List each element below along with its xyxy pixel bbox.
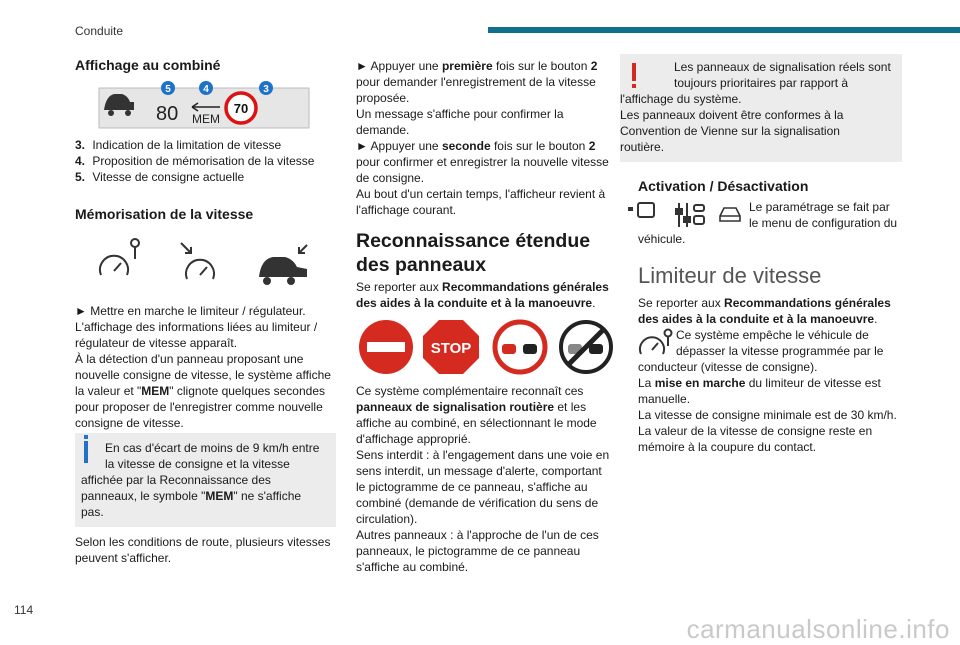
stop-sign-icon <box>423 320 479 374</box>
heading-reconnaissance: Reconnaissance étendue des panneaux <box>356 230 591 276</box>
limiteur-paragraph: conducteur (vitesse de consigne). La mise en marche du limiteur de vitesse est manuelle. La vitesse de consigne minimale est de 30 km/h. La valeur de la vitesse de consigne reste en mémoire à la coupure du contact. <box>638 360 897 454</box>
list-item: 3. Indication de la limitation de vitesse <box>75 138 282 152</box>
cluster-display-figure <box>98 80 310 130</box>
speed-value: 80 <box>156 103 179 125</box>
speed-limiter-icon <box>638 328 674 358</box>
legend-list <box>75 137 314 185</box>
list-item: 4. Proposition de mémorisation de la vitesse <box>75 154 315 168</box>
activation-text: Le paramétrage se fait par le menu de configuration du <box>749 200 898 230</box>
heading-memorisation: Mémorisation de la vitesse <box>75 206 254 222</box>
heading-activation: Activation / Désactivation <box>638 178 809 194</box>
svg-text:STOP: STOP <box>430 340 472 357</box>
svg-text:4: 4 <box>203 84 209 95</box>
speeds-paragraph: Selon les conditions de route, plusieurs vitesses peuvent s'afficher. <box>75 535 331 565</box>
road-signs-figure <box>358 318 618 376</box>
car-icon <box>720 208 740 221</box>
warning-icon <box>632 63 636 81</box>
info-note: En cas d'écart de moins de 9 km/h entre la vitesse de consigne et la vitesse affichée par la Reconnaissance des panneaux, le symbole "MEM" ne s'affiche pas. <box>75 433 336 527</box>
settings-sliders-icon <box>676 203 704 227</box>
end-no-overtaking-sign-icon <box>561 322 611 372</box>
button-paragraph: ► Appuyer une première fois sur le bouton 2 pour demander l'enregistrement de la vitesse proposée. Un message s'affiche pour confirmer la demande. ► Appuyer une seconde fois sur le bouton 2 pour confirmer et enregistrer la nouvelle vitesse de consigne. Au bout d'un certain temps, l'afficheur revient à l'affichage courant. <box>356 59 609 217</box>
list-item: 5. Vitesse de consigne actuelle <box>75 170 245 184</box>
activation-text-end: véhicule. <box>638 232 686 246</box>
header-section: Conduite <box>75 24 124 38</box>
header-accent-bar <box>488 27 960 33</box>
memo-paragraph: ► Mettre en marche le limiteur / régulateur. L'affichage des informations liées au limiteur / régulateur de vitesse apparaît. À la détection d'un panneau proposant une nouvelle consigne de vitesse, le système affiche la valeur et "MEM" clignote quelques secondes pour proposer de l'enregistrer comme nouvelle consigne de vitesse. <box>75 304 331 430</box>
heading-limiteur: Limiteur de vitesse <box>638 263 822 288</box>
no-entry-sign-icon <box>359 320 413 374</box>
limiteur-desc: Ce système empêche le véhicule de dépasser la vitesse programmée par le <box>676 328 884 358</box>
warning-note: Les panneaux de signalisation réels sont toujours prioritaires par rapport à l'affichage du système. Les panneaux doivent être conformes à la Convention de Vienne sur la signalisation routière. <box>620 54 902 162</box>
svg-text:70: 70 <box>233 101 249 116</box>
watermark: carmanualsonline.info <box>686 614 950 644</box>
mem-label: MEM <box>192 112 220 126</box>
memorisation-icons <box>95 237 325 293</box>
page-number: 114 <box>14 603 34 617</box>
speedometer-arrow-icon <box>181 243 214 279</box>
car-speedometer-icon <box>259 245 307 285</box>
heading-affichage: Affichage au combiné <box>75 57 221 73</box>
limiteur-reference: Se reporter aux Recommandations générales des aides à la conduite et à la manoeuvre. <box>638 296 891 326</box>
no-overtaking-sign-icon <box>495 322 545 372</box>
screen-menu-icon <box>628 203 654 217</box>
svg-text:5: 5 <box>165 84 171 95</box>
reco-reference: Se reporter aux Recommandations générales des aides à la conduite et à la manoeuvre. <box>356 280 609 310</box>
info-icon <box>84 441 88 463</box>
speedometer-pin-icon <box>100 239 139 275</box>
config-menu-icons <box>628 201 744 231</box>
reco-paragraph: Ce système complémentaire reconnaît ces panneaux de signalisation routière et les affiche au combiné, en sélectionnant le mode d'affichage approprié. Sens interdit : à l'engagement dans une voie en sens interdit, un message d'alerte, comportant le pictogramme de ce panneau, s'affiche au combiné (demande de vérification du sens de circulation). Autres panneaux : à l'approche de l'un de ces panneaux, le pictogramme de ce panneau s'affiche au combiné. <box>356 384 610 574</box>
svg-text:3: 3 <box>263 84 269 95</box>
